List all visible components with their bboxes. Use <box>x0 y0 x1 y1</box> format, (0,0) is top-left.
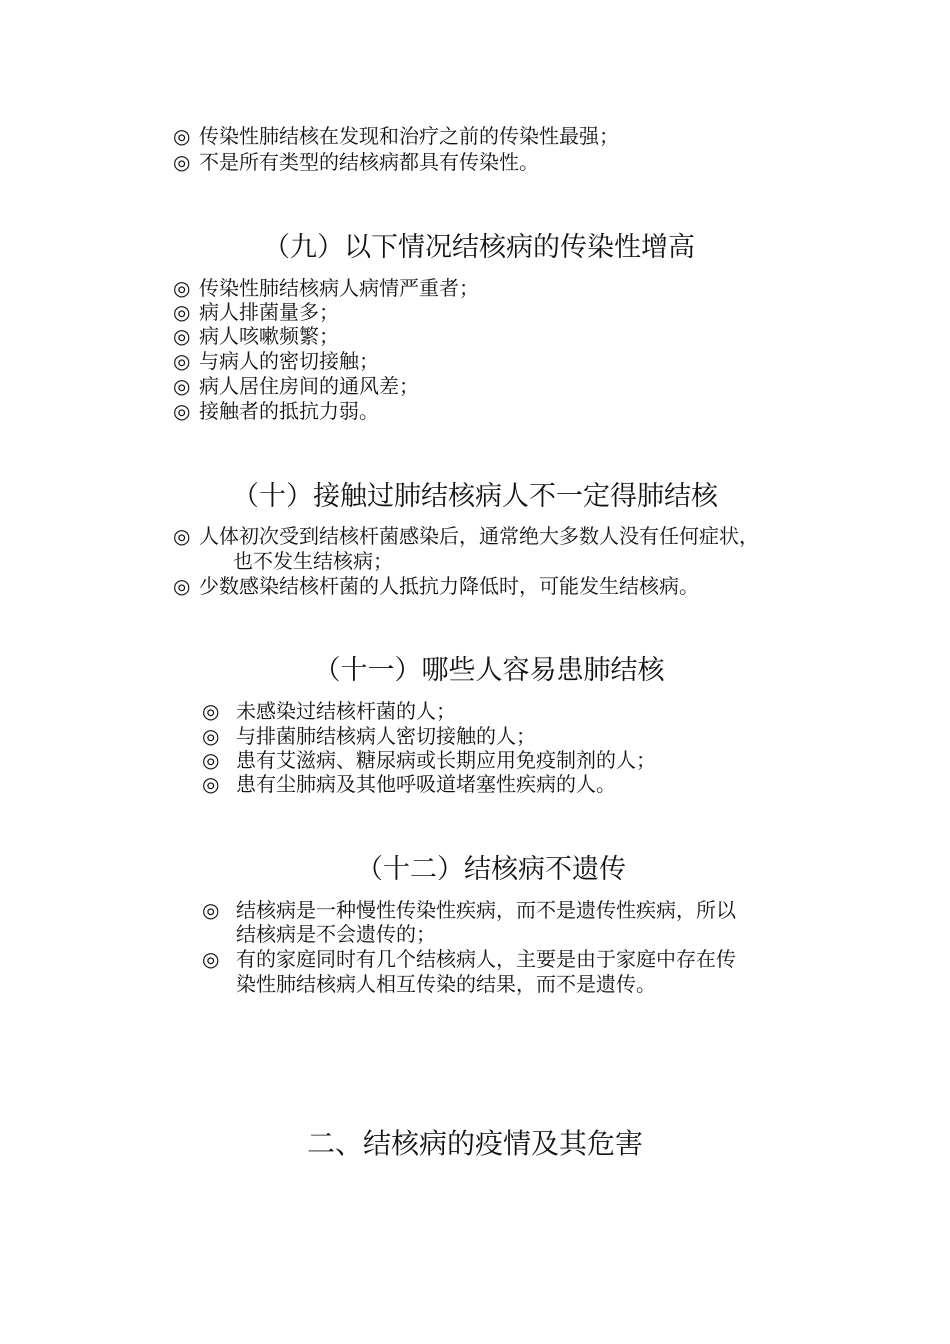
section-heading: （十二）结核病不遗传 <box>356 854 626 885</box>
list-item: ◎ 不是所有类型的结核病都具有传染性。 <box>173 150 539 174</box>
section-heading: （九）以下情况结核病的传染性增高 <box>263 232 695 263</box>
list-item: ◎ 人体初次受到结核杆菌感染后，通常绝大多数人没有任何症状， <box>173 524 759 548</box>
bullet-icon: ◎ <box>173 574 191 598</box>
list-item-continuation: 染性肺结核病人相互传染的结果，而不是遗传。 <box>236 972 656 996</box>
list-item: ◎ 病人咳嗽频繁； <box>173 324 339 348</box>
list-item: ◎ 少数感染结核杆菌的人抵抗力降低时，可能发生结核病。 <box>173 574 699 598</box>
list-item: ◎ 病人排菌量多； <box>173 300 339 324</box>
list-item-continuation: 结核病是不会遗传的； <box>236 922 436 946</box>
list-item: ◎ 患有尘肺病及其他呼吸道堵塞性疾病的人。 <box>202 772 616 796</box>
bullet-icon: ◎ <box>173 399 191 423</box>
list-item: ◎ 与病人的密切接触； <box>173 349 379 373</box>
bullet-icon: ◎ <box>202 772 220 796</box>
list-item: ◎ 病人居住房间的通风差； <box>173 374 419 398</box>
bullet-icon: ◎ <box>173 124 191 148</box>
bullet-icon: ◎ <box>173 276 191 300</box>
section-heading: （十）接触过肺结核病人不一定得肺结核 <box>232 481 718 512</box>
list-item-continuation: 也不发生结核病； <box>233 549 393 573</box>
bullet-icon: ◎ <box>173 324 191 348</box>
bullet-icon: ◎ <box>202 748 220 772</box>
list-item: ◎ 有的家庭同时有几个结核病人，主要是由于家庭中存在传 <box>202 947 736 971</box>
bullet-icon: ◎ <box>173 349 191 373</box>
bullet-icon: ◎ <box>202 947 220 971</box>
list-item: ◎ 患有艾滋病、糖尿病或长期应用免疫制剂的人； <box>202 748 656 772</box>
section-heading: （十一）哪些人容易患肺结核 <box>313 655 665 686</box>
list-item: ◎ 接触者的抵抗力弱。 <box>173 399 379 423</box>
bullet-icon: ◎ <box>202 699 220 723</box>
list-item: ◎ 结核病是一种慢性传染性疾病，而不是遗传性疾病，所以 <box>202 898 736 922</box>
bullet-icon: ◎ <box>173 300 191 324</box>
chapter-heading: 二、结核病的疫情及其危害 <box>306 1127 643 1160</box>
bullet-icon: ◎ <box>202 724 220 748</box>
bullet-icon: ◎ <box>202 898 220 922</box>
bullet-icon: ◎ <box>173 524 191 548</box>
list-item: ◎ 传染性肺结核在发现和治疗之前的传染性最强； <box>173 124 619 148</box>
list-item: ◎ 传染性肺结核病人病情严重者； <box>173 276 479 300</box>
list-item: ◎ 与排菌肺结核病人密切接触的人； <box>202 724 536 748</box>
bullet-icon: ◎ <box>173 150 191 174</box>
bullet-icon: ◎ <box>173 374 191 398</box>
list-item: ◎ 未感染过结核杆菌的人； <box>202 699 456 723</box>
